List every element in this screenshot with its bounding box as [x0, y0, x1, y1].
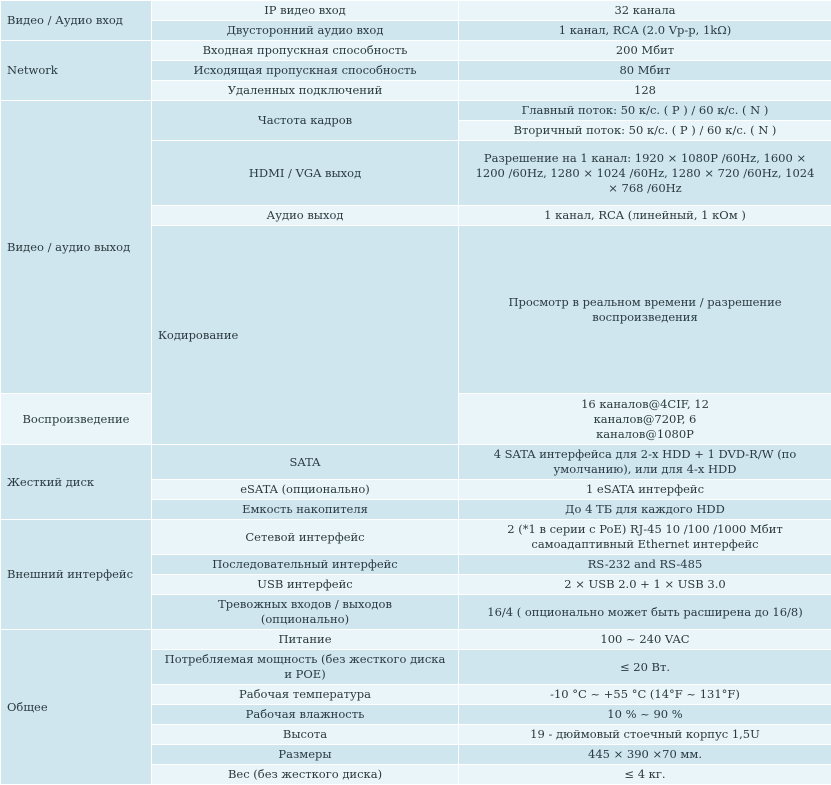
- spec-value: 1 канал, RCA (линейный, 1 кОм ): [459, 206, 831, 226]
- spec-label: HDMI / VGA выход: [152, 141, 459, 206]
- category-general: Общее: [1, 630, 152, 785]
- spec-value: До 4 ТБ для каждого HDD: [459, 500, 831, 520]
- spec-value: 16/4 ( опционально может быть расширена до 16/8): [459, 595, 831, 630]
- spec-label: Просмотр в реальном времени / разрешение воспроизведения: [459, 226, 831, 394]
- spec-value: 10 % ~ 90 %: [459, 705, 831, 725]
- spec-label: Рабочая влажность: [152, 705, 459, 725]
- spec-label: Удаленных подключений: [152, 81, 459, 101]
- spec-value: Вторичный поток: 50 к/с. ( P ) / 60 к/с. ( N ): [459, 121, 831, 141]
- spec-label: Входная пропускная способность: [152, 41, 459, 61]
- spec-label: Исходящая пропускная способность: [152, 61, 459, 81]
- spec-value: 200 Мбит: [459, 41, 831, 61]
- spec-label: Емкость накопителя: [152, 500, 459, 520]
- spec-label: USB интерфейс: [152, 575, 459, 595]
- spec-label: Потребляемая мощность (без жесткого диска и POE): [152, 650, 459, 685]
- spec-value: 128: [459, 81, 831, 101]
- spec-value: 32 канала: [459, 1, 831, 21]
- spec-label: Воспроизведение: [1, 394, 152, 445]
- spec-label: Сетевой интерфейс: [152, 520, 459, 555]
- spec-label: Двусторонний аудио вход: [152, 21, 459, 41]
- spec-value: 1 канал, RCA (2.0 Vp-p, 1kΩ): [459, 21, 831, 41]
- category-encoding: Кодирование: [152, 226, 459, 445]
- table-row: [1, 630, 831, 650]
- table-row: [1, 101, 831, 121]
- category-video-audio-output: Видео / аудио выход: [1, 101, 152, 394]
- category-hdd: Жесткий диск: [1, 445, 152, 520]
- spec-value: 1 eSATA интерфейс: [459, 480, 831, 500]
- category-external-interface: Внешний интерфейс: [1, 520, 152, 630]
- spec-label: SATA: [152, 445, 459, 480]
- spec-label: Тревожных входов / выходов (опционально): [152, 595, 459, 630]
- spec-value: 80 Мбит: [459, 61, 831, 81]
- table-row: [1, 520, 831, 555]
- spec-value: 100 ~ 240 VAC: [459, 630, 831, 650]
- spec-label: Рабочая температура: [152, 685, 459, 705]
- spec-label: Высота: [152, 725, 459, 745]
- spec-value: -10 °C ~ +55 °C (14°F ~ 131°F): [459, 685, 831, 705]
- spec-value: Разрешение на 1 канал: 1920 × 1080P /60Hz, 1600 × 1200 /60Hz, 1280 × 1024 /60Hz, 1280 × 720 /60Hz, 1024 × 768 /60Hz: [459, 141, 831, 206]
- spec-value: ≤ 4 кг.: [459, 765, 831, 785]
- spec-label: Вес (без жесткого диска): [152, 765, 459, 785]
- spec-label: Последовательный интерфейс: [152, 555, 459, 575]
- spec-value: 4 SATA интерфейса для 2-х HDD + 1 DVD-R/W (по умолчанию), или для 4-х HDD: [459, 445, 831, 480]
- category-video-audio-input: Видео / Аудио вход: [1, 1, 152, 41]
- spec-label: Размеры: [152, 745, 459, 765]
- spec-label: Частота кадров: [152, 101, 459, 141]
- table-row: [1, 445, 831, 480]
- spec-value: 16 каналов@4CIF, 12 каналов@720P, 6 каналов@1080P: [459, 394, 831, 445]
- category-network: Network: [1, 41, 152, 101]
- spec-value: 445 × 390 ×70 мм.: [459, 745, 831, 765]
- spec-label: eSATA (опционально): [152, 480, 459, 500]
- spec-label: Аудио выход: [152, 206, 459, 226]
- spec-value: RS-232 and RS-485: [459, 555, 831, 575]
- spec-value: ≤ 20 Вт.: [459, 650, 831, 685]
- spec-value: 2 × USB 2.0 + 1 × USB 3.0: [459, 575, 831, 595]
- spec-label: Питание: [152, 630, 459, 650]
- table-row: [1, 41, 831, 61]
- spec-value: 2 (*1 в серии с PoE) RJ-45 10 /100 /1000 Мбит самоадаптивный Ethernet интерфейс: [459, 520, 831, 555]
- table-row: [1, 1, 831, 21]
- spec-value: Главный поток: 50 к/с. ( P ) / 60 к/с. ( N ): [459, 101, 831, 121]
- spec-label: IP видео вход: [152, 1, 459, 21]
- spec-value: 19 - дюймовый стоечный корпус 1,5U: [459, 725, 831, 745]
